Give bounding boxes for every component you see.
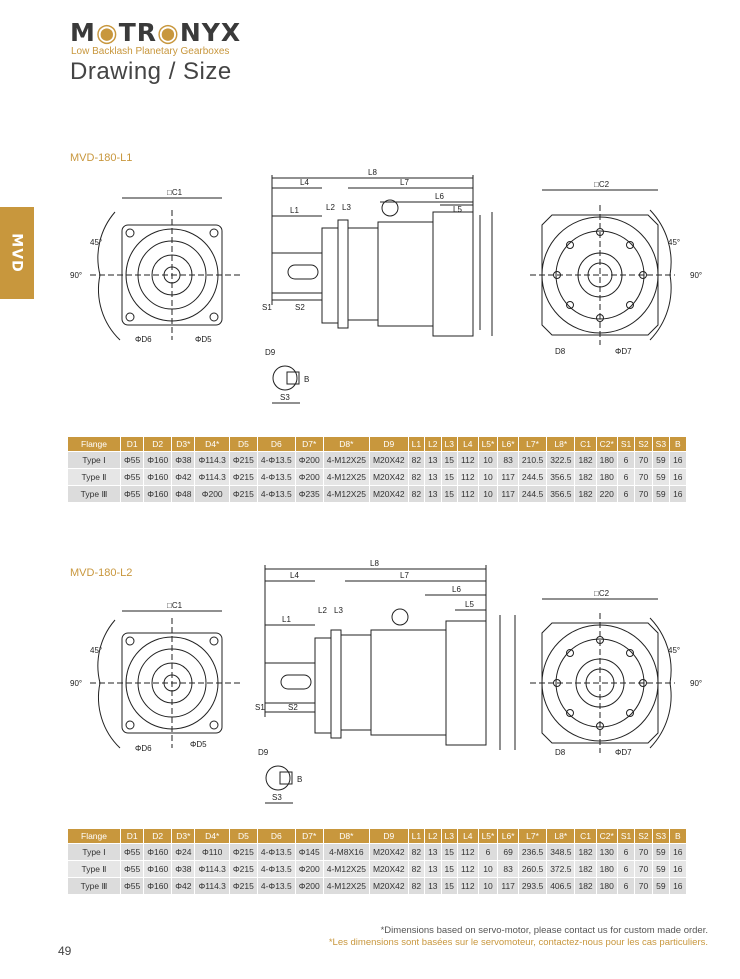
label-d5: ΦD5 [195, 335, 212, 344]
spec-cell: Φ160 [144, 486, 172, 503]
spec-cell: Φ48 [172, 486, 195, 503]
label-90-l2: 90° [70, 679, 83, 688]
spec-cell: 112 [458, 452, 479, 469]
spec-cell: 180 [596, 452, 617, 469]
spec-column-header: L7* [518, 437, 546, 452]
spec-row [68, 844, 686, 861]
spec-cell: 59 [652, 452, 669, 469]
spec-cell: 83 [498, 861, 519, 878]
label-45-rear: 45° [668, 238, 681, 247]
spec-cell: Φ215 [229, 861, 257, 878]
page-title: Drawing / Size [70, 58, 232, 85]
flange-type-cell: Type Ⅱ [68, 469, 121, 486]
spec-cell: 112 [458, 469, 479, 486]
spec-cell: Φ160 [144, 861, 172, 878]
spec-cell: 244.5 [518, 486, 546, 503]
label-s1-l2: S1 [255, 703, 265, 712]
spec-cell: Φ215 [229, 469, 257, 486]
spec-cell: 220 [596, 486, 617, 503]
spec-cell: 82 [408, 861, 424, 878]
spec-column-header: S3 [652, 829, 669, 844]
spec-cell: 13 [425, 844, 441, 861]
spec-cell: 236.5 [518, 844, 546, 861]
label-90-rear: 90° [690, 271, 703, 280]
spec-header-row [68, 437, 686, 452]
spec-cell: 182 [575, 486, 596, 503]
spec-cell: 13 [425, 469, 441, 486]
spec-cell: 10 [478, 486, 498, 503]
spec-cell: M20X42 [369, 861, 408, 878]
label-l7: L7 [400, 178, 409, 187]
spec-cell: 82 [408, 486, 424, 503]
model-label-l1: MVD-180-L1 [70, 152, 133, 164]
spec-cell: Φ114.3 [195, 878, 229, 895]
spec-column-header: L4 [458, 829, 479, 844]
spec-cell: Φ42 [172, 878, 195, 895]
spec-cell: 13 [425, 861, 441, 878]
spec-cell: Φ110 [195, 844, 229, 861]
spec-cell: 182 [575, 844, 596, 861]
spec-cell: Φ160 [144, 878, 172, 895]
spec-column-header: D7* [295, 437, 323, 452]
spec-cell: Φ55 [121, 486, 144, 503]
label-s2: S2 [295, 303, 305, 312]
spec-cell: 70 [635, 452, 652, 469]
label-d5-l2: ΦD5 [190, 740, 207, 749]
spec-column-header: S3 [652, 437, 669, 452]
label-l1-l2: L1 [282, 615, 291, 624]
spec-cell: Φ200 [295, 469, 323, 486]
label-45: 45° [90, 238, 103, 247]
spec-column-header: C2* [596, 829, 617, 844]
spec-row [68, 486, 686, 503]
spec-column-header: L6* [498, 437, 519, 452]
spec-cell: 356.5 [547, 486, 575, 503]
spec-cell: Φ215 [229, 486, 257, 503]
label-d8: D8 [555, 347, 566, 356]
spec-cell: Φ55 [121, 878, 144, 895]
spec-cell: 348.5 [547, 844, 575, 861]
spec-cell: Φ38 [172, 452, 195, 469]
spec-row [68, 878, 686, 895]
spec-cell: 6 [617, 486, 634, 503]
label-c1: □C1 [167, 188, 183, 197]
spec-column-header: S1 [617, 829, 634, 844]
label-l8: L8 [368, 168, 377, 177]
spec-column-header: D5 [229, 829, 257, 844]
label-l4-l2: L4 [290, 571, 299, 580]
spec-column-header: L8* [547, 437, 575, 452]
spec-cell: Φ55 [121, 452, 144, 469]
spec-cell: M20X42 [369, 844, 408, 861]
spec-cell: 16 [670, 861, 686, 878]
spec-cell: 70 [635, 844, 652, 861]
spec-table-l1 [68, 437, 687, 502]
spec-cell: 16 [670, 844, 686, 861]
spec-column-header: S2 [635, 829, 652, 844]
spec-column-header: D6 [257, 437, 295, 452]
spec-column-header: D6 [257, 829, 295, 844]
spec-cell: 4-M12X25 [323, 452, 369, 469]
drawing-l2 [60, 555, 720, 805]
label-l5-l2: L5 [465, 600, 474, 609]
spec-cell: 10 [478, 469, 498, 486]
flange-type-cell: Type Ⅲ [68, 486, 121, 503]
brand-logo: M◉TR◉NYX [70, 18, 242, 47]
label-s3-l2: S3 [272, 793, 282, 802]
label-l4: L4 [300, 178, 309, 187]
spec-cell: 112 [458, 844, 479, 861]
spec-column-header: Flange [68, 437, 121, 452]
spec-cell: 130 [596, 844, 617, 861]
spec-cell: 13 [425, 452, 441, 469]
spec-header-row [68, 829, 686, 844]
spec-column-header: C1 [575, 437, 596, 452]
spec-cell: 70 [635, 469, 652, 486]
spec-cell: 15 [441, 844, 457, 861]
spec-cell: 16 [670, 452, 686, 469]
flange-type-cell: Type Ⅲ [68, 878, 121, 895]
label-d7-l2: ΦD7 [615, 748, 632, 757]
spec-column-header: Flange [68, 829, 121, 844]
spec-cell: 4-M12X25 [323, 861, 369, 878]
label-d8-l2: D8 [555, 748, 566, 757]
spec-cell: 13 [425, 486, 441, 503]
spec-cell: 180 [596, 878, 617, 895]
label-s3: S3 [280, 393, 290, 402]
spec-column-header: D7* [295, 829, 323, 844]
label-90: 90° [70, 271, 83, 280]
spec-cell: 4-Φ13.5 [257, 452, 295, 469]
label-l3: L3 [342, 203, 351, 212]
spec-column-header: B [670, 437, 686, 452]
label-c1-l2: □C1 [167, 601, 183, 610]
spec-row [68, 469, 686, 486]
spec-cell: 82 [408, 452, 424, 469]
spec-column-header: L8* [547, 829, 575, 844]
spec-cell: M20X42 [369, 452, 408, 469]
spec-column-header: D3* [172, 829, 195, 844]
label-l2: L2 [326, 203, 335, 212]
label-b-l2: B [297, 775, 303, 784]
spec-cell: 210.5 [518, 452, 546, 469]
spec-cell: Φ200 [295, 452, 323, 469]
spec-cell: 182 [575, 452, 596, 469]
footnote-english: *Dimensions based on servo-motor, please contact us for custom made order. [380, 925, 708, 936]
spec-cell: 4-M12X25 [323, 486, 369, 503]
spec-cell: 4-M12X25 [323, 469, 369, 486]
spec-cell: Φ160 [144, 844, 172, 861]
brand-tagline: Low Backlash Planetary Gearboxes [71, 46, 230, 57]
spec-cell: 4-M8X16 [323, 844, 369, 861]
footnote-french: *Les dimensions sont basées sur le servomoteur, contactez-nous pour les cas particuliers. [328, 937, 708, 948]
spec-cell: 70 [635, 878, 652, 895]
spec-cell: M20X42 [369, 878, 408, 895]
spec-cell: M20X42 [369, 486, 408, 503]
spec-column-header: D3* [172, 437, 195, 452]
label-45-l2: 45° [90, 646, 103, 655]
spec-cell: 6 [617, 469, 634, 486]
spec-cell: 15 [441, 878, 457, 895]
spec-cell: 4-Φ13.5 [257, 486, 295, 503]
spec-cell: 6 [617, 878, 634, 895]
label-d7: ΦD7 [615, 347, 632, 356]
label-l5: L5 [453, 205, 462, 214]
spec-cell: Φ235 [295, 486, 323, 503]
label-l3-l2: L3 [334, 606, 343, 615]
spec-table-l2 [68, 829, 687, 894]
model-label-l2: MVD-180-L2 [70, 567, 133, 579]
spec-cell: Φ55 [121, 469, 144, 486]
label-l6: L6 [435, 192, 444, 201]
spec-cell: Φ42 [172, 469, 195, 486]
spec-row [68, 452, 686, 469]
spec-cell: 182 [575, 878, 596, 895]
spec-cell: Φ160 [144, 469, 172, 486]
label-d9: D9 [265, 348, 276, 357]
spec-column-header: L2 [425, 829, 441, 844]
spec-cell: 70 [635, 486, 652, 503]
spec-column-header: L2 [425, 437, 441, 452]
spec-column-header: L4 [458, 437, 479, 452]
spec-column-header: D8* [323, 437, 369, 452]
spec-column-header: D2 [144, 829, 172, 844]
spec-cell: 10 [478, 861, 498, 878]
spec-cell: Φ145 [295, 844, 323, 861]
spec-cell: Φ200 [295, 861, 323, 878]
spec-column-header: L6* [498, 829, 519, 844]
spec-cell: Φ215 [229, 844, 257, 861]
label-d9-l2: D9 [258, 748, 269, 757]
spec-cell: 180 [596, 469, 617, 486]
label-d6-l2: ΦD6 [135, 744, 152, 753]
spec-cell: 16 [670, 878, 686, 895]
spec-column-header: L7* [518, 829, 546, 844]
spec-cell: Φ215 [229, 878, 257, 895]
spec-column-header: D8* [323, 829, 369, 844]
label-d6: ΦD6 [135, 335, 152, 344]
spec-cell: 15 [441, 469, 457, 486]
spec-column-header: L1 [408, 829, 424, 844]
spec-cell: 4-M12X25 [323, 878, 369, 895]
spec-cell: 4-Φ13.5 [257, 878, 295, 895]
spec-column-header: D1 [121, 437, 144, 452]
spec-cell: 15 [441, 452, 457, 469]
spec-cell: 112 [458, 878, 479, 895]
flange-type-cell: Type Ⅰ [68, 844, 121, 861]
spec-cell: 6 [617, 452, 634, 469]
spec-cell: 112 [458, 861, 479, 878]
spec-cell: 293.5 [518, 878, 546, 895]
spec-cell: 4-Φ13.5 [257, 469, 295, 486]
spec-column-header: L1 [408, 437, 424, 452]
label-c2: □C2 [594, 180, 610, 189]
series-side-tab: MVD [0, 207, 34, 299]
spec-column-header: B [670, 829, 686, 844]
label-s2-l2: S2 [288, 703, 298, 712]
label-90-rear-l2: 90° [690, 679, 703, 688]
spec-cell: 4-Φ13.5 [257, 844, 295, 861]
spec-cell: 13 [425, 878, 441, 895]
spec-cell: Φ160 [144, 452, 172, 469]
spec-cell: 356.5 [547, 469, 575, 486]
spec-column-header: L3 [441, 829, 457, 844]
spec-cell: 117 [498, 486, 519, 503]
spec-cell: 112 [458, 486, 479, 503]
spec-cell: 16 [670, 469, 686, 486]
spec-column-header: D1 [121, 829, 144, 844]
spec-cell: Φ55 [121, 861, 144, 878]
spec-column-header: L5* [478, 829, 498, 844]
spec-row [68, 861, 686, 878]
spec-cell: 82 [408, 469, 424, 486]
spec-cell: Φ114.3 [195, 861, 229, 878]
spec-cell: Φ55 [121, 844, 144, 861]
label-l7-l2: L7 [400, 571, 409, 580]
spec-cell: 82 [408, 844, 424, 861]
spec-cell: 15 [441, 861, 457, 878]
drawing-l1 [60, 150, 720, 410]
spec-cell: 117 [498, 469, 519, 486]
label-45-rear-l2: 45° [668, 646, 681, 655]
spec-cell: 372.5 [547, 861, 575, 878]
spec-cell: 4-Φ13.5 [257, 861, 295, 878]
spec-cell: Φ215 [229, 452, 257, 469]
spec-cell: 260.5 [518, 861, 546, 878]
spec-cell: 406.5 [547, 878, 575, 895]
spec-column-header: S2 [635, 437, 652, 452]
label-l8-l2: L8 [370, 559, 379, 568]
spec-cell: Φ200 [195, 486, 229, 503]
spec-cell: 15 [441, 486, 457, 503]
spec-cell: Φ24 [172, 844, 195, 861]
spec-column-header: D2 [144, 437, 172, 452]
spec-column-header: D9 [369, 437, 408, 452]
spec-cell: 322.5 [547, 452, 575, 469]
spec-cell: 69 [498, 844, 519, 861]
spec-cell: 59 [652, 486, 669, 503]
spec-column-header: C2* [596, 437, 617, 452]
label-l6-l2: L6 [452, 585, 461, 594]
spec-column-header: L3 [441, 437, 457, 452]
spec-column-header: D9 [369, 829, 408, 844]
spec-column-header: C1 [575, 829, 596, 844]
spec-cell: 10 [478, 878, 498, 895]
spec-cell: Φ114.3 [195, 469, 229, 486]
spec-cell: 6 [617, 844, 634, 861]
spec-cell: 117 [498, 878, 519, 895]
spec-cell: M20X42 [369, 469, 408, 486]
label-l2-l2: L2 [318, 606, 327, 615]
flange-type-cell: Type Ⅰ [68, 452, 121, 469]
spec-cell: 6 [478, 844, 498, 861]
spec-cell: 59 [652, 861, 669, 878]
spec-column-header: D4* [195, 437, 229, 452]
spec-cell: 83 [498, 452, 519, 469]
spec-cell: 16 [670, 486, 686, 503]
spec-cell: Φ114.3 [195, 452, 229, 469]
label-s1: S1 [262, 303, 272, 312]
spec-cell: 182 [575, 861, 596, 878]
label-b: B [304, 375, 310, 384]
spec-cell: Φ38 [172, 861, 195, 878]
page-number: 49 [58, 944, 72, 958]
label-l1: L1 [290, 206, 299, 215]
spec-cell: 10 [478, 452, 498, 469]
spec-cell: 244.5 [518, 469, 546, 486]
spec-column-header: L5* [478, 437, 498, 452]
spec-column-header: S1 [617, 437, 634, 452]
spec-cell: 59 [652, 469, 669, 486]
label-c2-l2: □C2 [594, 589, 610, 598]
spec-cell: 6 [617, 861, 634, 878]
spec-cell: 59 [652, 878, 669, 895]
flange-type-cell: Type Ⅱ [68, 861, 121, 878]
spec-cell: Φ200 [295, 878, 323, 895]
spec-cell: 82 [408, 878, 424, 895]
spec-column-header: D4* [195, 829, 229, 844]
spec-column-header: D5 [229, 437, 257, 452]
spec-cell: 180 [596, 861, 617, 878]
spec-cell: 182 [575, 469, 596, 486]
spec-cell: 70 [635, 861, 652, 878]
spec-cell: 59 [652, 844, 669, 861]
